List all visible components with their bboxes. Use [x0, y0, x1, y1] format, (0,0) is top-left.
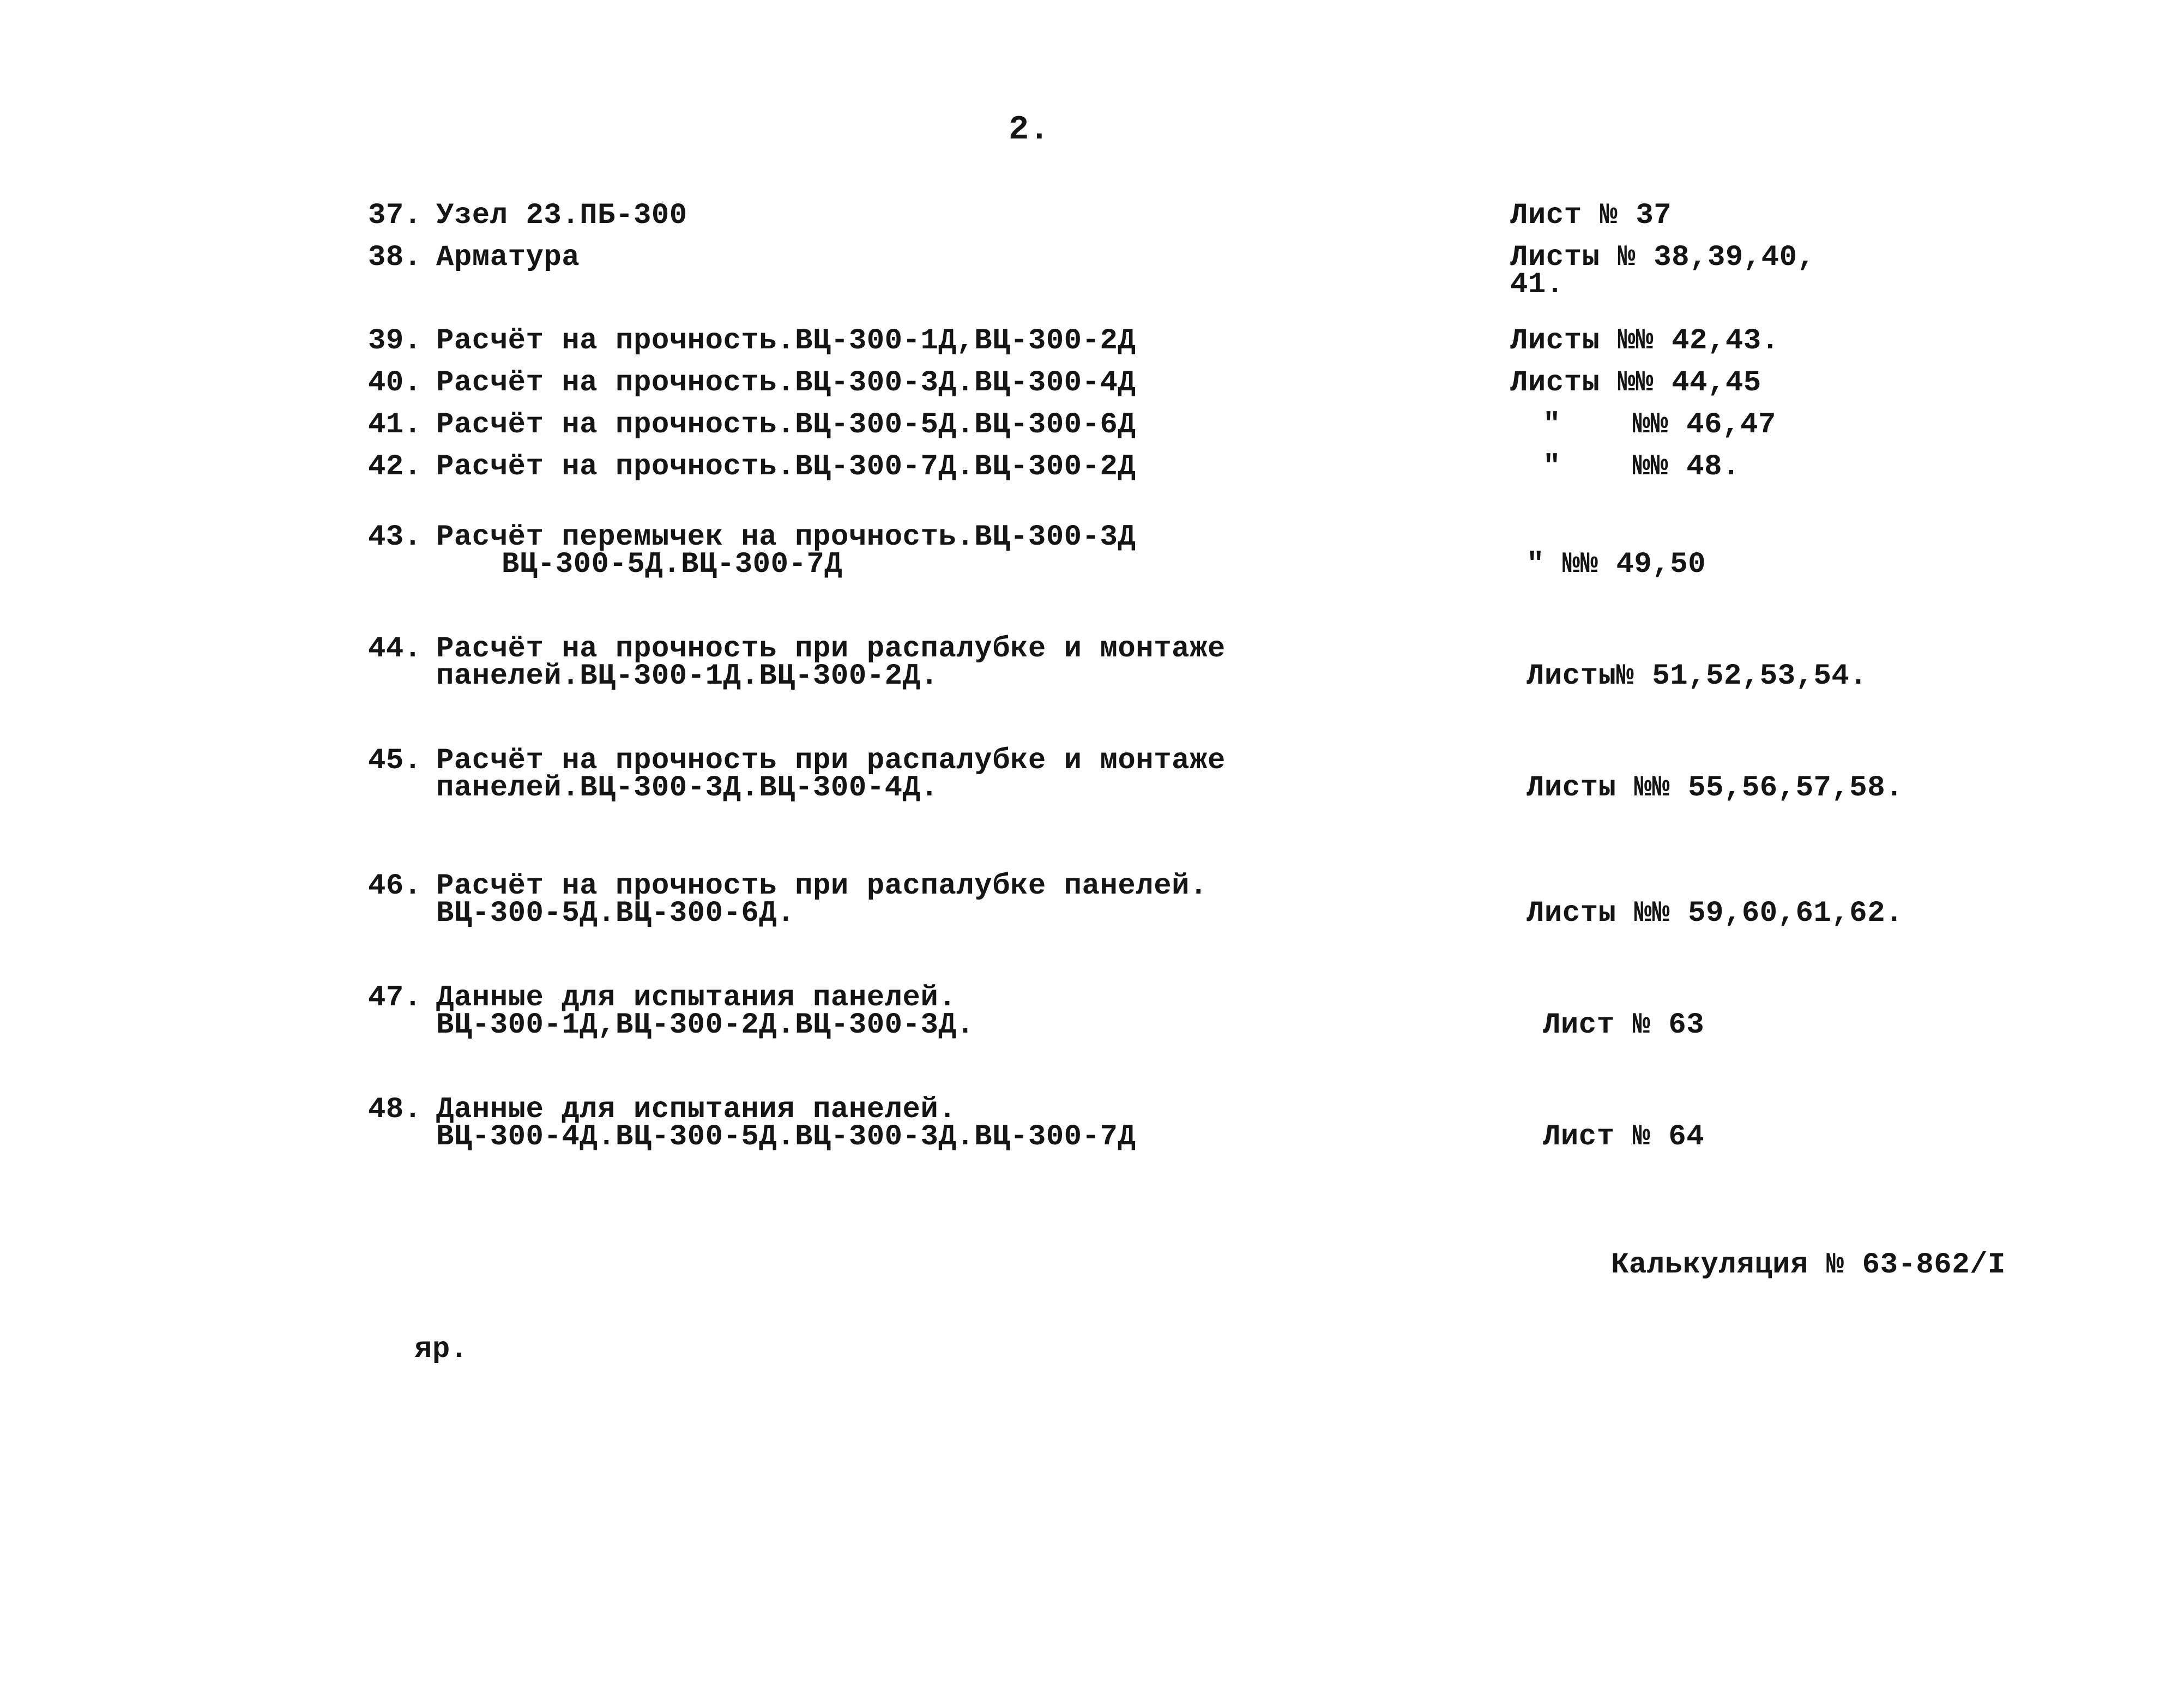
- entry-sheet-ref: Листы№ 51,52,53,54.: [1527, 660, 1868, 693]
- entry-number: 42.: [368, 450, 422, 484]
- entry-number: 44.: [368, 632, 422, 666]
- entry-number: 48.: [368, 1093, 422, 1126]
- entry-title: Расчёт на прочность.ВЦ-300-5Д.ВЦ-300-6Д: [436, 408, 1136, 442]
- entry-title: Данные для испытания панелей.: [436, 981, 957, 1015]
- entry-title-continued: ВЦ-300-4Д.ВЦ-300-5Д.ВЦ-300-3Д.ВЦ-300-7Д: [436, 1120, 1136, 1154]
- entry-sheet-ref: Лист № 37: [1510, 199, 1672, 232]
- entry-title: Расчёт на прочность при распалубке и монтаже: [436, 744, 1226, 777]
- entry-title: Расчёт на прочность при распалубке и монтаже: [436, 632, 1226, 666]
- entry-title: Расчёт на прочность.ВЦ-300-1Д,ВЦ-300-2Д: [436, 324, 1136, 358]
- initials: яр.: [414, 1333, 468, 1366]
- entry-title: Расчёт на прочность.ВЦ-300-3Д.ВЦ-300-4Д: [436, 366, 1136, 400]
- entry-sheet-ref: " №№ 48.: [1543, 450, 1740, 484]
- entry-sheet-ref: Листы №№ 55,56,57,58.: [1527, 771, 1904, 805]
- entry-title-continued: ВЦ-300-5Д.ВЦ-300-6Д.: [436, 897, 795, 930]
- entry-number: 46.: [368, 870, 422, 903]
- entry-number: 39.: [368, 324, 422, 358]
- entry-title-continued: ВЦ-300-1Д,ВЦ-300-2Д.ВЦ-300-3Д.: [436, 1009, 975, 1042]
- entry-sheet-ref: Лист № 63: [1543, 1009, 1705, 1042]
- entry-number: 37.: [368, 199, 422, 232]
- entry-sheet-ref: Листы №№ 59,60,61,62.: [1527, 897, 1904, 930]
- entry-title: Расчёт на прочность.ВЦ-300-7Д.ВЦ-300-2Д: [436, 450, 1136, 484]
- entry-number: 40.: [368, 366, 422, 400]
- entry-number: 47.: [368, 981, 422, 1015]
- entry-title-continued: ВЦ-300-5Д.ВЦ-300-7Д: [502, 548, 843, 581]
- entry-number: 43.: [368, 521, 422, 554]
- entry-sheet-ref: Листы №№ 44,45: [1510, 366, 1761, 400]
- entry-sheet-ref: Листы №№ 42,43.: [1510, 324, 1779, 358]
- entry-number: 41.: [368, 408, 422, 442]
- entry-sheet-ref: Листы № 38,39,40,: [1510, 241, 1815, 274]
- entry-sheet-ref: " №№ 46,47: [1543, 408, 1776, 442]
- entry-number: 45.: [368, 744, 422, 777]
- entry-sheet-ref: Лист № 64: [1543, 1120, 1705, 1154]
- entry-title: Узел 23.ПБ-300: [436, 199, 687, 232]
- entry-sheet-ref-continued: 41.: [1510, 268, 1564, 301]
- entry-title: Арматура: [436, 241, 580, 274]
- entry-sheet-ref: " №№ 49,50: [1527, 548, 1706, 581]
- page-number: 2.: [1009, 110, 1050, 149]
- entry-number: 38.: [368, 241, 422, 274]
- entry-title-continued: панелей.ВЦ-300-1Д.ВЦ-300-2Д.: [436, 660, 939, 693]
- calculation-label: Калькуляция № 63-862/I: [1611, 1248, 2006, 1282]
- entry-title: Расчёт перемычек на прочность.ВЦ-300-3Д: [436, 521, 1136, 554]
- entry-title: Расчёт на прочность при распалубке панелей.: [436, 870, 1208, 903]
- entry-title-continued: панелей.ВЦ-300-3Д.ВЦ-300-4Д.: [436, 771, 939, 805]
- entry-title: Данные для испытания панелей.: [436, 1093, 957, 1126]
